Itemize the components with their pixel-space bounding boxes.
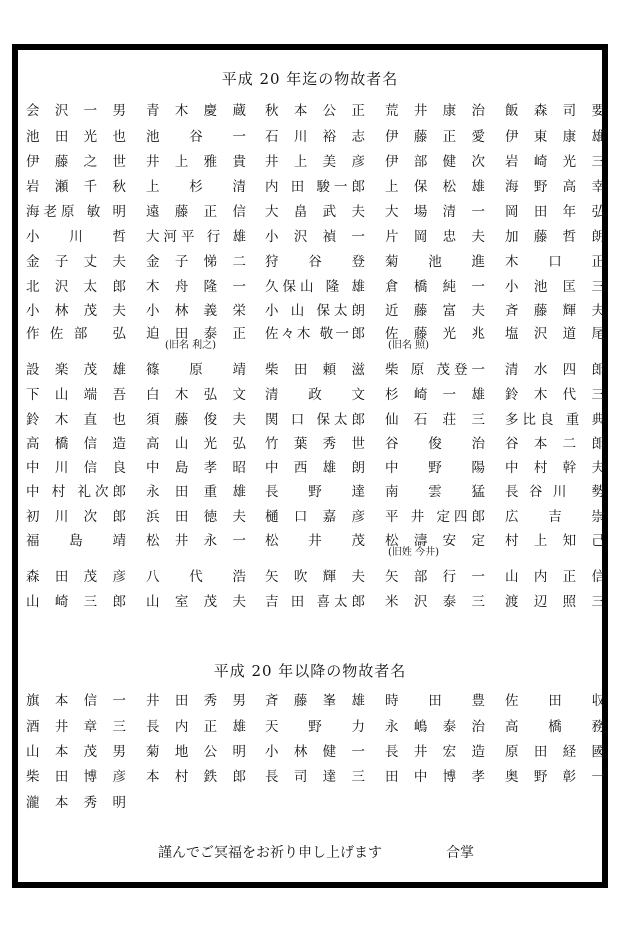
- deceased-name: 小 池 匡 三: [505, 279, 605, 295]
- deceased-name: 酒 井 章 三: [26, 719, 126, 735]
- deceased-name: 設 楽 茂 雄: [26, 362, 126, 378]
- deceased-name: 加 藤 哲 朗: [505, 229, 605, 245]
- deceased-name: 高 橋 信 造: [26, 436, 126, 452]
- deceased-name: 木 口 正: [505, 254, 605, 270]
- deceased-name: 池 谷 一: [146, 129, 246, 145]
- deceased-name: 遠 藤 正 信: [146, 204, 246, 220]
- deceased-name: 初 川 次 郎: [26, 509, 126, 525]
- deceased-name: 斉 藤 輝 夫: [505, 303, 605, 319]
- deceased-name: 南 雲 猛: [385, 484, 485, 500]
- deceased-name: 木 舟 隆 一: [146, 279, 246, 295]
- deceased-name: 中 川 信 良: [26, 460, 126, 476]
- deceased-name: 岩 崎 光 三: [505, 154, 605, 170]
- deceased-name: 山 室 茂 夫: [146, 594, 246, 610]
- deceased-name: 平 井 定四郎: [385, 509, 485, 525]
- deceased-name: 白 木 弘 文: [146, 387, 246, 403]
- deceased-name: 松 井 永 一: [146, 533, 246, 549]
- deceased-name: 佐 田 収: [505, 693, 605, 709]
- deceased-name: 下 山 端 吾: [26, 387, 126, 403]
- deceased-name: 菊 池 進: [385, 254, 485, 270]
- former-name-note: (旧姓 今井): [388, 547, 439, 558]
- deceased-name: 篠 原 靖: [146, 362, 246, 378]
- deceased-name: 大 場 清 一: [385, 204, 485, 220]
- deceased-name: 清 水 四 郎: [505, 362, 605, 378]
- deceased-name: 内 田 駿一郎: [265, 179, 365, 195]
- deceased-name: 狩 谷 登: [265, 254, 365, 270]
- deceased-name: 大河平 行 雄: [146, 229, 246, 245]
- deceased-name: 北 沢 太 郎: [26, 279, 126, 295]
- section-title-after-h20: 平成 20 年以降の物故者名: [213, 662, 407, 680]
- deceased-name: 佐 藤 光 兆: [385, 326, 485, 342]
- deceased-name: 秋 本 公 正: [265, 103, 365, 119]
- deceased-name: 井 上 美 彦: [265, 154, 365, 170]
- deceased-name: 樋 口 嘉 彦: [265, 509, 365, 525]
- deceased-name: 谷 本 二 郎: [505, 436, 605, 452]
- deceased-name: 岩 瀬 千 秋: [26, 179, 126, 195]
- deceased-name: 中 西 雄 朗: [265, 460, 365, 476]
- deceased-name: 谷 俊 治: [385, 436, 485, 452]
- deceased-name: 伊 藤 之 世: [26, 154, 126, 170]
- deceased-name: 長 内 正 雄: [146, 719, 246, 735]
- deceased-name: 塩 沢 道 尾: [505, 326, 605, 342]
- deceased-name: 長 井 宏 造: [385, 744, 485, 760]
- deceased-name: 高 山 光 弘: [146, 436, 246, 452]
- deceased-name: 鈴 木 代 三: [505, 387, 605, 403]
- deceased-name: 伊 部 健 次: [385, 154, 485, 170]
- deceased-name: 八 代 浩: [146, 569, 246, 585]
- deceased-name: 片 岡 忠 夫: [385, 229, 485, 245]
- deceased-name: 山 崎 三 郎: [26, 594, 126, 610]
- deceased-name: 原 田 経 國: [505, 744, 605, 760]
- deceased-name: 永 田 重 雄: [146, 484, 246, 500]
- deceased-name: 矢 部 行 一: [385, 569, 485, 585]
- deceased-name: 小 山 保太朗: [265, 303, 365, 319]
- deceased-name: 井 上 雅 貴: [146, 154, 246, 170]
- deceased-name: 中 村 礼次郎: [26, 484, 126, 500]
- deceased-name: 吉 田 喜太郎: [265, 594, 365, 610]
- deceased-name: 菊 地 公 明: [146, 744, 246, 760]
- deceased-name: 田 中 博 孝: [385, 769, 485, 785]
- deceased-name: 杉 崎 一 雄: [385, 387, 485, 403]
- deceased-name: 小 川 哲: [26, 229, 126, 245]
- deceased-name: 小 林 健 一: [265, 744, 365, 760]
- deceased-name: 倉 橋 純 一: [385, 279, 485, 295]
- deceased-name: 森 田 茂 彦: [26, 569, 126, 585]
- deceased-name: 多比良 重 典: [505, 412, 605, 428]
- deceased-name: 荒 井 康 治: [385, 103, 485, 119]
- deceased-name: 清 政 文: [265, 387, 365, 403]
- deceased-name: 伊 東 康 雄: [505, 129, 605, 145]
- section-title-before-h20: 平成 20 年迄の物故者名: [221, 70, 399, 88]
- deceased-name: 海老原 敏 明: [26, 204, 126, 220]
- deceased-name: 高 橋 務: [505, 719, 605, 735]
- deceased-name: 久保山 隆 雄: [265, 279, 365, 295]
- deceased-name: 池 田 光 也: [26, 129, 126, 145]
- deceased-name: 永 嶋 泰 治: [385, 719, 485, 735]
- deceased-name: 金 子 丈 夫: [26, 254, 126, 270]
- closing-message: 謹んでご冥福をお祈り申し上げます: [158, 845, 382, 861]
- deceased-name: 小 林 茂 夫: [26, 303, 126, 319]
- deceased-name: 佐々木 敬一郎: [265, 326, 365, 342]
- deceased-name: 海 野 高 幸: [505, 179, 605, 195]
- former-name-note: (旧名 利之): [165, 340, 216, 351]
- deceased-name: 長谷川 勢: [505, 484, 605, 500]
- deceased-name: 大 畠 武 夫: [265, 204, 365, 220]
- deceased-name: 本 村 鉄 郎: [146, 769, 246, 785]
- deceased-name: 松 濤 安 定: [385, 533, 485, 549]
- deceased-name: 米 沢 泰 三: [385, 594, 485, 610]
- deceased-name: 中 野 陽: [385, 460, 485, 476]
- deceased-name: 村 上 知 己: [505, 533, 605, 549]
- deceased-name: 飯 森 司 要: [505, 103, 605, 119]
- deceased-name: 奥 野 彰 一: [505, 769, 605, 785]
- deceased-name: 山 本 茂 男: [26, 744, 126, 760]
- deceased-name: 上 杉 清: [146, 179, 246, 195]
- deceased-name: 関 口 保太郎: [265, 412, 365, 428]
- deceased-name: 小 沢 禎 一: [265, 229, 365, 245]
- deceased-name: 中 村 幹 夫: [505, 460, 605, 476]
- deceased-name: 金 子 悌 二: [146, 254, 246, 270]
- deceased-name: 山 内 正 信: [505, 569, 605, 585]
- deceased-name: 瀧 本 秀 明: [26, 795, 126, 811]
- deceased-name: 伊 藤 正 愛: [385, 129, 485, 145]
- deceased-name: 石 川 裕 志: [265, 129, 365, 145]
- deceased-name: 青 木 慶 蔵: [146, 103, 246, 119]
- deceased-name: 井 田 秀 男: [146, 693, 246, 709]
- deceased-name: 鈴 木 直 也: [26, 412, 126, 428]
- deceased-name: 福 島 靖: [26, 533, 126, 549]
- deceased-name: 迫 田 泰 正: [146, 326, 246, 342]
- deceased-name: 柴 原 茂登一: [385, 362, 485, 378]
- deceased-name: 斉 藤 峯 雄: [265, 693, 365, 709]
- deceased-name: 仙 石 荘 三: [385, 412, 485, 428]
- deceased-name: 近 藤 富 夫: [385, 303, 485, 319]
- deceased-name: 小 林 義 栄: [146, 303, 246, 319]
- deceased-name: 天 野 力: [265, 719, 365, 735]
- deceased-name: 会 沢 一 男: [26, 103, 126, 119]
- deceased-name: 広 吉 崇: [505, 509, 605, 525]
- deceased-name: 時 田 豊: [385, 693, 485, 709]
- deceased-name: 長 野 達: [265, 484, 365, 500]
- deceased-name: 作佐部 弘: [26, 326, 126, 342]
- deceased-name: 柴 田 頼 滋: [265, 362, 365, 378]
- gassho: 合掌: [446, 845, 474, 861]
- deceased-name: 矢 吹 輝 夫: [265, 569, 365, 585]
- deceased-name: 竹 葉 秀 世: [265, 436, 365, 452]
- deceased-name: 上 保 松 雄: [385, 179, 485, 195]
- deceased-name: 旗 本 信 一: [26, 693, 126, 709]
- deceased-name: 須 藤 俊 夫: [146, 412, 246, 428]
- deceased-name: 柴 田 博 彦: [26, 769, 126, 785]
- former-name-note: (旧名 照): [388, 340, 429, 351]
- deceased-name: 浜 田 徳 夫: [146, 509, 246, 525]
- deceased-name: 松 井 茂: [265, 533, 365, 549]
- deceased-name: 中 島 孝 昭: [146, 460, 246, 476]
- deceased-name: 長 司 達 三: [265, 769, 365, 785]
- deceased-name: 岡 田 年 弘: [505, 204, 605, 220]
- deceased-name: 渡 辺 照 三: [505, 594, 605, 610]
